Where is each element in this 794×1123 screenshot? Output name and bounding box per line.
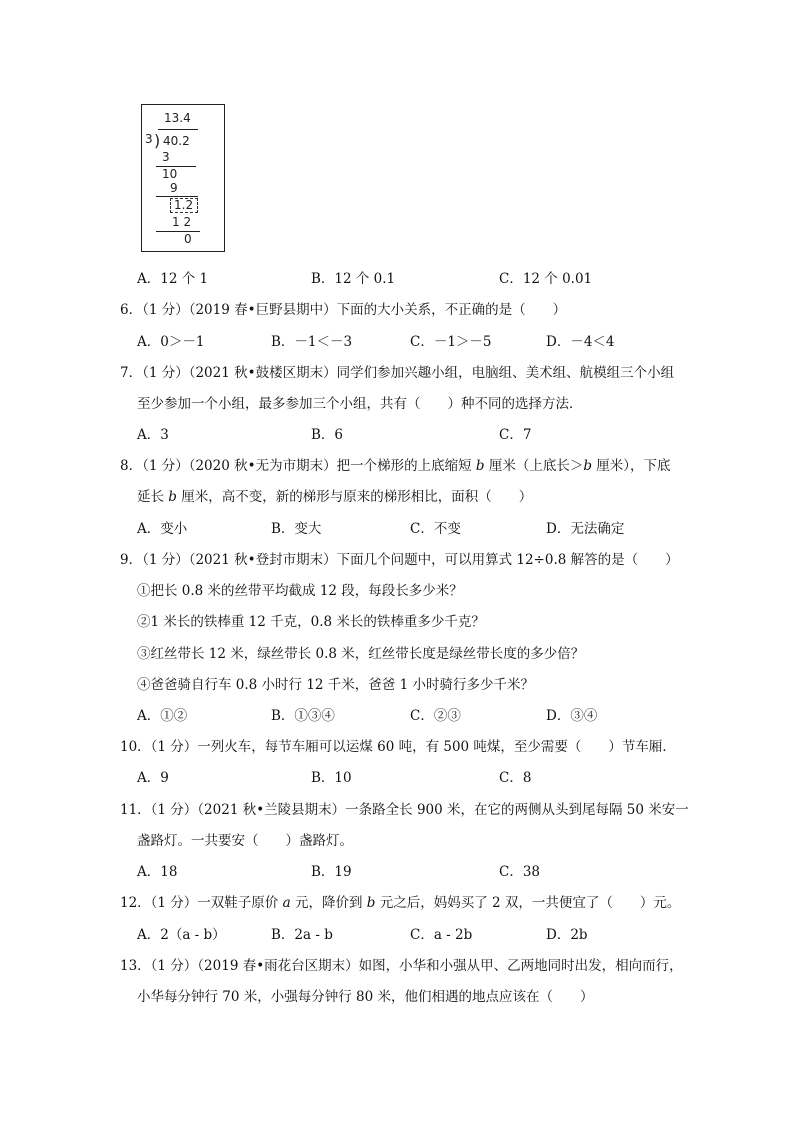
q8-option-b: B．变大 — [271, 521, 322, 537]
q8-option-c: C．不变 — [410, 521, 461, 537]
q7-stem-line-1: 7．（1 分）（2021 秋•鼓楼区期末）同学们参加兴趣小组，电脑组、美术组、航模组三个小组 — [120, 365, 675, 381]
q12-option-b: B．2a - b — [271, 927, 333, 943]
q12-var-b: b — [366, 895, 376, 911]
step-4: 1.2 — [174, 198, 194, 212]
q5-option-b: B．12 个 0.1 — [311, 271, 396, 287]
q9-option-c: C．②③ — [410, 708, 461, 724]
q8-text-4: 延长 — [137, 489, 169, 505]
q8-stem-line-2 — [137, 488, 532, 506]
q9-option-d: D．③④ — [546, 708, 598, 724]
q12-option-d: D．2b — [546, 927, 588, 943]
step-2: 10 — [162, 167, 178, 181]
q8-text-5: 厘米，高不变，新的梯形与原来的梯形相比，面积（ ） — [176, 489, 533, 505]
dividend: 40.2 — [163, 134, 190, 148]
q6-option-c: C．－1＞－5 — [410, 334, 492, 350]
quotient: 13.4 — [164, 111, 191, 125]
q8-var-b: b — [475, 458, 485, 474]
q9-item-1: ①把长 0.8 米的丝带平均截成 12 段，每段长多少米？ — [137, 583, 463, 599]
q9-item-2: ②1 米长的铁棒重 12 千克，0.8 米长的铁棒重多少千克？ — [137, 614, 485, 630]
q12-text-2: 元，降价到 — [290, 895, 367, 911]
division-bar — [158, 129, 198, 130]
remainder: 0 — [184, 232, 192, 246]
q12-option-a: A．2（a - b） — [137, 927, 226, 943]
q10-stem: 10．（1 分）一列火车，每节车厢可以运煤 60 吨，有 500 吨煤，至少需要（ ）节车厢． — [120, 739, 676, 755]
q12-text-3: 元之后，妈妈买了 2 双，一共便宜了（ ）元。 — [375, 895, 681, 911]
q9-item-3: ③红丝带长 12 米，绿丝带长 0.8 米，红丝带长度是绿丝带长度的多少倍？ — [137, 646, 585, 662]
step-3: 9 — [170, 181, 178, 195]
q8-option-d: D．无法确定 — [546, 521, 625, 537]
q8-stem-line-1 — [120, 457, 671, 475]
q8-var-b: b — [583, 458, 592, 474]
q11-option-b: B．19 — [311, 864, 352, 880]
q13-stem-line-2: 小华每分钟行 70 米，小强每分钟行 80 米，他们相遇的地点应该在（ ） — [137, 989, 594, 1005]
step-line-3 — [156, 231, 200, 232]
q6-option-d: D．－4＜4 — [546, 334, 615, 350]
q7-stem-line-2: 至少参加一个小组，最多参加三个小组，共有（ ）种不同的选择方法． — [137, 396, 583, 412]
divisor: 3 — [145, 132, 153, 146]
q9-option-a: A．①② — [137, 708, 188, 724]
q10-option-a: A．9 — [137, 770, 169, 786]
q11-stem-line-1: 11．（1 分）（2021 秋•兰陵县期末）一条路全长 900 米，在它的两侧从头到尾每隔 50 米安一 — [120, 802, 689, 818]
q8-text-3: 厘米），下底 — [591, 458, 671, 474]
q12-stem — [120, 894, 680, 912]
q11-stem-line-2: 盏路灯。一共要安（ ）盏路灯。 — [137, 833, 353, 849]
q8-text-2: 厘米（上底长＞ — [484, 458, 584, 474]
q9-option-b: B．①③④ — [271, 708, 335, 724]
q12-option-c: C．a - 2b — [410, 927, 473, 943]
long-division-figure — [141, 104, 225, 252]
q6-stem: 6．（1 分）（2019 春•巨野县期中）下面的大小关系，不正确的是（ ） — [120, 302, 567, 318]
step-1: 3 — [162, 150, 170, 164]
q10-option-b: B．10 — [311, 770, 352, 786]
q10-option-c: C．8 — [499, 770, 532, 786]
division-bracket: ) — [154, 131, 161, 150]
q6-option-a: A．0＞－1 — [137, 334, 205, 350]
q5-option-c: C．12 个 0.01 — [499, 271, 593, 287]
q13-stem-line-1: 13．（1 分）（2019 春•雨花台区期末）如图，小华和小强从甲、乙两地同时出发，相向而行， — [120, 958, 683, 974]
q7-option-c: C．7 — [499, 427, 532, 443]
step-5: 1 2 — [172, 215, 192, 229]
q12-var-a: a — [282, 895, 291, 911]
q8-text-1: 8．（1 分）（2020 秋•无为市期末）把一个梯形的上底缩短 — [120, 458, 476, 474]
q7-option-b: B．6 — [311, 427, 344, 443]
q7-option-a: A．3 — [137, 427, 169, 443]
q9-stem: 9．（1 分）（2021 秋•登封市期末）下面几个问题中，可以用算式 12÷0.8 解答的是（ ） — [120, 552, 679, 568]
q6-option-b: B．－1＜－3 — [271, 334, 353, 350]
q11-option-a: A．18 — [137, 864, 178, 880]
q11-option-c: C．38 — [499, 864, 541, 880]
q12-text-1: 12．（1 分）一双鞋子原价 — [120, 895, 283, 911]
q5-option-a: A．12 个 1 — [137, 271, 209, 287]
q8-var-b: b — [168, 489, 177, 505]
step-line-2 — [156, 196, 198, 197]
q8-option-a: A．变小 — [137, 521, 188, 537]
q9-item-4: ④爸爸骑自行车 0.8 小时行 12 千米，爸爸 1 小时骑行多少千米？ — [137, 677, 534, 693]
